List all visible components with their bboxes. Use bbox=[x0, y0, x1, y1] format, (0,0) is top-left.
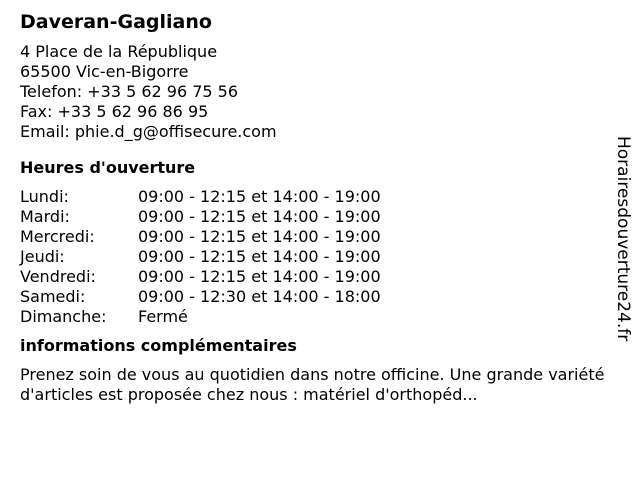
info-text: Prenez soin de vous au quotidien dans notre officine. Une grande variété d'articles est proposée chez nous : matériel d'orthopéd... bbox=[20, 365, 605, 404]
day-label: Samedi: bbox=[20, 287, 86, 306]
day-label: Dimanche: bbox=[20, 307, 107, 326]
hours-row bbox=[20, 227, 610, 247]
day-hours: 09:00 - 12:15 et 14:00 - 19:00 bbox=[138, 227, 381, 246]
store-name: Daveran-Gagliano bbox=[20, 11, 212, 33]
day-label: Lundi: bbox=[20, 187, 69, 206]
hours-row bbox=[20, 287, 610, 307]
fax-number: Fax: +33 5 62 96 86 95 bbox=[20, 102, 209, 121]
address-block bbox=[20, 42, 610, 142]
info-heading: informations complémentaires bbox=[20, 336, 297, 355]
address-city: 65500 Vic-en-Bigorre bbox=[20, 62, 189, 81]
day-hours: 09:00 - 12:30 et 14:00 - 18:00 bbox=[138, 287, 381, 306]
day-label: Mercredi: bbox=[20, 227, 95, 246]
hours-row bbox=[20, 267, 610, 287]
store-card bbox=[20, 10, 610, 405]
hours-table bbox=[20, 187, 610, 327]
address-street: 4 Place de la République bbox=[20, 42, 218, 61]
day-hours: Fermé bbox=[138, 307, 188, 326]
day-hours: 09:00 - 12:15 et 14:00 - 19:00 bbox=[138, 187, 381, 206]
day-hours: 09:00 - 12:15 et 14:00 - 19:00 bbox=[138, 247, 381, 266]
day-label: Mardi: bbox=[20, 207, 70, 226]
day-label: Vendredi: bbox=[20, 267, 96, 286]
hours-heading: Heures d'ouverture bbox=[20, 158, 196, 177]
hours-row bbox=[20, 247, 610, 267]
day-hours: 09:00 - 12:15 et 14:00 - 19:00 bbox=[138, 267, 381, 286]
day-hours: 09:00 - 12:15 et 14:00 - 19:00 bbox=[138, 207, 381, 226]
hours-row bbox=[20, 207, 610, 227]
email-address: Email: phie.d_g@offisecure.com bbox=[20, 122, 277, 141]
phone-number: Telefon: +33 5 62 96 75 56 bbox=[20, 82, 239, 101]
hours-row bbox=[20, 187, 610, 207]
site-watermark: Horairesdouverture24.fr bbox=[613, 136, 633, 342]
hours-row bbox=[20, 307, 610, 327]
day-label: Jeudi: bbox=[20, 247, 65, 266]
